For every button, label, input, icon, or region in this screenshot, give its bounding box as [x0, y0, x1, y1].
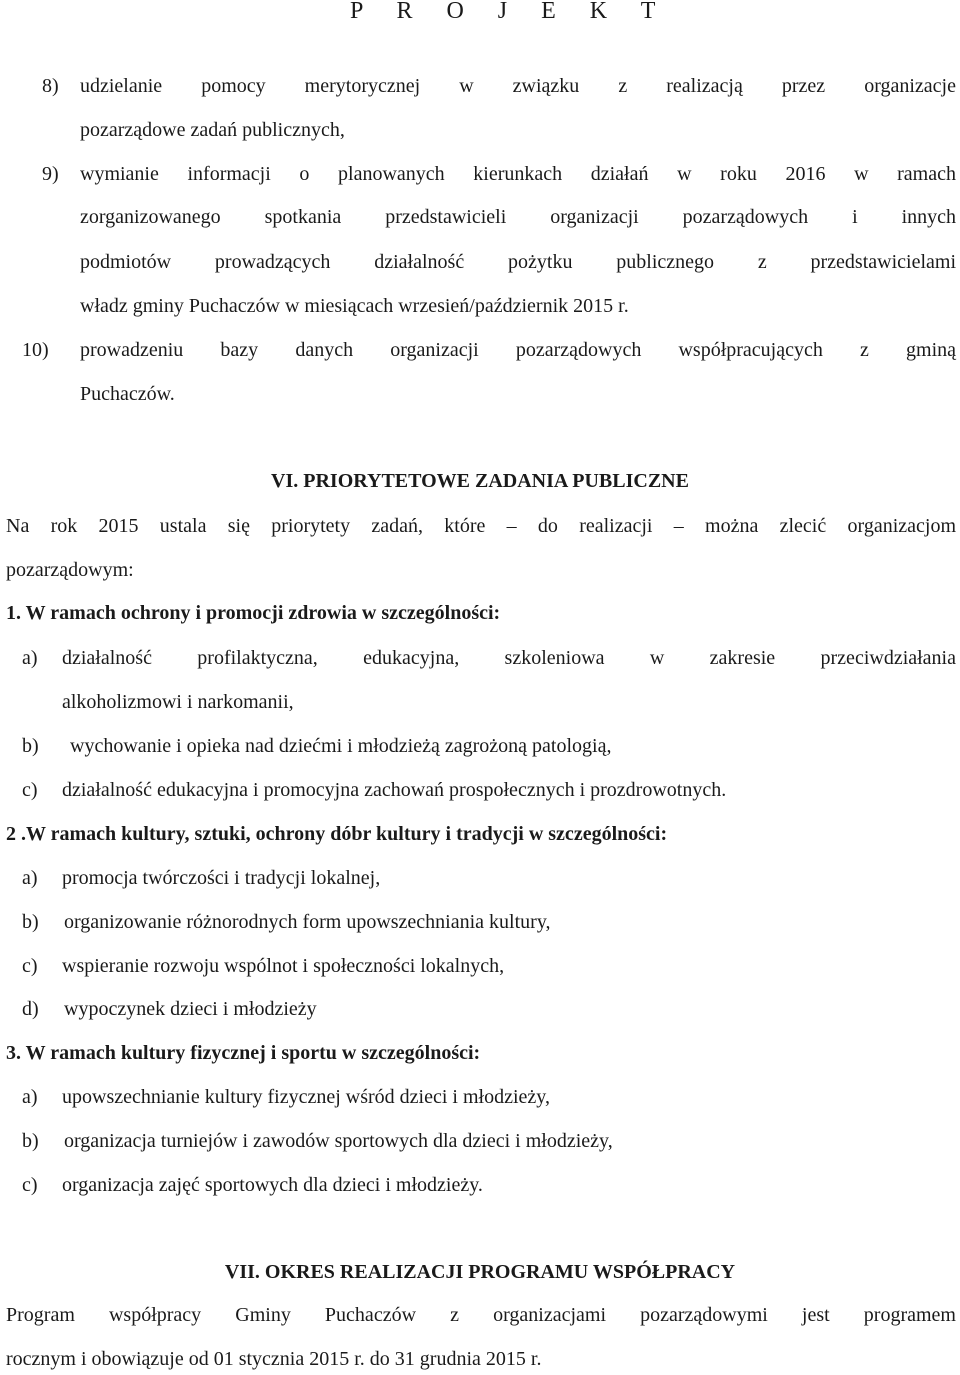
list-item-text: zorganizowanego spotkania przedstawicieli organizacji pozarządowych i innych	[80, 206, 956, 228]
list-item-number: 10)	[22, 339, 49, 361]
list-item-letter: d)	[22, 998, 39, 1020]
group-title: 3. W ramach kultury fizycznej i sportu w szczególności:	[6, 1042, 481, 1064]
list-item-text: udzielanie pomocy merytorycznej w związku z realizacją przez organizacje	[80, 75, 956, 97]
section-intro: Na rok 2015 ustala się priorytety zadań, które – do realizacji – można zlecić organizacjom	[6, 515, 956, 537]
list-item-letter: c)	[22, 779, 38, 801]
list-item-text: władz gminy Puchaczów w miesiącach wrzesień/październik 2015 r.	[80, 295, 629, 317]
list-item-letter: b)	[22, 735, 39, 757]
list-item-text: podmiotów prowadzących działalność pożytku publicznego z przedstawicielami	[80, 251, 956, 273]
list-item-letter: c)	[22, 1174, 38, 1196]
list-item-text: prowadzeniu bazy danych organizacji pozarządowych współpracujących z gminą	[80, 339, 956, 361]
section-intro: pozarządowym:	[6, 559, 134, 581]
list-item-letter: b)	[22, 911, 39, 933]
list-item-text: wypoczynek dzieci i młodzieży	[64, 998, 317, 1020]
list-item-text: Puchaczów.	[80, 383, 175, 405]
list-item-text: promocja twórczości i tradycji lokalnej,	[62, 867, 381, 889]
list-item-text: działalność profilaktyczna, edukacyjna, szkoleniowa w zakresie przeciwdziałania	[62, 647, 956, 669]
section-paragraph: rocznym i obowiązuje od 01 stycznia 2015 r. do 31 grudnia 2015 r.	[6, 1348, 542, 1370]
list-item-text: organizacja zajęć sportowych dla dzieci i młodzieży.	[62, 1174, 483, 1196]
list-item-number: 9)	[42, 163, 59, 185]
list-item-text: wspieranie rozwoju wspólnot i społeczności lokalnych,	[62, 955, 505, 977]
section-heading: VI. PRIORYTETOWE ZADANIA PUBLICZNE	[271, 470, 689, 492]
section-paragraph: Program współpracy Gminy Puchaczów z organizacjami pozarządowymi jest programem	[6, 1304, 956, 1326]
list-item-letter: a)	[22, 867, 38, 889]
list-item-text: upowszechnianie kultury fizycznej wśród dzieci i młodzieży,	[62, 1086, 550, 1108]
list-item-text: organizowanie różnorodnych form upowszechniania kultury,	[64, 911, 551, 933]
list-item-letter: a)	[22, 1086, 38, 1108]
list-item-text: wymianie informacji o planowanych kierunkach działań w roku 2016 w ramach	[80, 163, 956, 185]
list-item-number: 8)	[42, 75, 59, 97]
list-item-letter: a)	[22, 647, 38, 669]
document-header-title: P R O J E K T	[350, 0, 670, 24]
list-item-text: alkoholizmowi i narkomanii,	[62, 691, 294, 713]
list-item-letter: b)	[22, 1130, 39, 1152]
list-item-text: pozarządowe zadań publicznych,	[80, 119, 345, 141]
list-item-letter: c)	[22, 955, 38, 977]
list-item-text: wychowanie i opieka nad dziećmi i młodzieżą zagrożoną patologią,	[70, 735, 612, 757]
section-heading: VII. OKRES REALIZACJI PROGRAMU WSPÓŁPRACY	[224, 1261, 736, 1283]
list-item-text: działalność edukacyjna i promocyjna zachowań prospołecznych i prozdrowotnych.	[62, 779, 727, 801]
group-title: 1. W ramach ochrony i promocji zdrowia w szczególności:	[6, 602, 501, 624]
group-title: 2 .W ramach kultury, sztuki, ochrony dóbr kultury i tradycji w szczególności:	[6, 823, 668, 845]
list-item-text: organizacja turniejów i zawodów sportowych dla dzieci i młodzieży,	[64, 1130, 613, 1152]
